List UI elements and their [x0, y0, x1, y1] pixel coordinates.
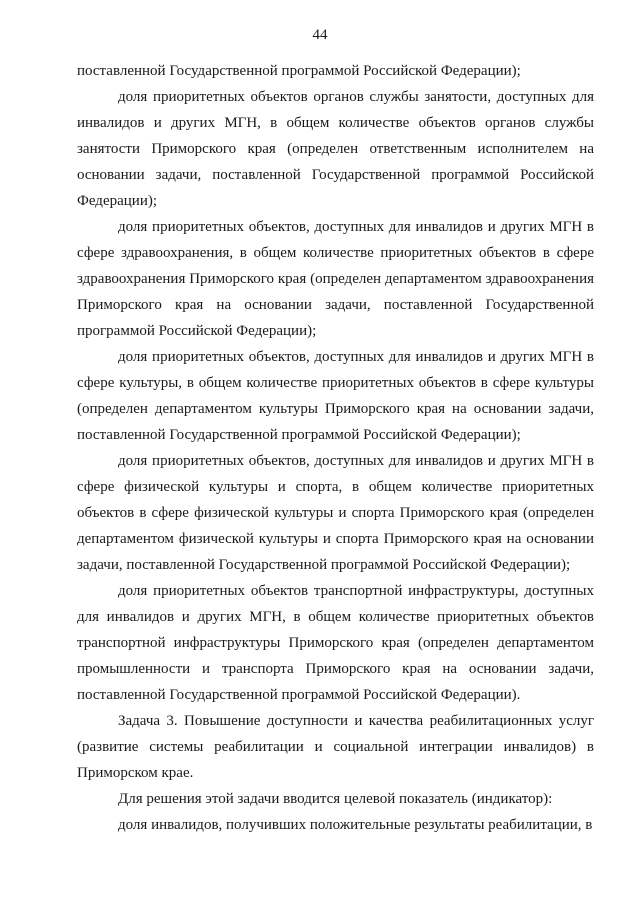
- page-number: 44: [312, 27, 328, 43]
- paragraph-continuation: поставленной Государственной программой Российской Федерации);: [77, 63, 521, 79]
- paragraph-indicator-intro: Для решения этой задачи вводится целевой показатель (индикатор):: [118, 791, 553, 807]
- document-body: [77, 58, 594, 838]
- paragraph-healthcare: доля приоритетных объектов, доступных для инвалидов и других МГН в сфере здравоохранения, в общем количестве приоритетных объектов в сфере здравоохранения Приморского края (определен департаментом здравоохранения Приморского края на основании задачи, поставленной Государственной программой Российской Федерации);: [77, 219, 594, 339]
- paragraph-employment-service: доля приоритетных объектов органов службы занятости, доступных для инвалидов и других МГН, в общем количестве объектов органов службы занятости Приморского края (определен ответственным исполнителем на основании задачи, поставленной Государственной программой Российской Федерации);: [77, 89, 594, 209]
- paragraph-sport: доля приоритетных объектов, доступных для инвалидов и других МГН в сфере физической культуры и спорта, в общем количестве приоритетных объектов в сфере физической культуры и спорта Приморского края (определен департаментом физической культуры и спорта Приморского края на основании задачи, поставленной Государственной программой Российской Федерации);: [77, 453, 594, 573]
- paragraph-transport: доля приоритетных объектов транспортной инфраструктуры, доступных для инвалидов и других МГН, в общем количестве приоритетных объектов транспортной инфраструктуры Приморского края (определен департаментом промышленности и транспорта Приморского края на основании задачи, поставленной Государственной программой Российской Федерации).: [77, 583, 594, 703]
- paragraph-culture: доля приоритетных объектов, доступных для инвалидов и других МГН в сфере культуры, в общем количестве приоритетных объектов в сфере культуры (определен департаментом культуры Приморского края на основании задачи, поставленной Государственной программой Российской Федерации);: [77, 349, 594, 443]
- paragraph-task-3: Задача 3. Повышение доступности и качества реабилитационных услуг (развитие системы реабилитации и социальной интеграции инвалидов) в Приморском крае.: [77, 713, 594, 781]
- paragraph-indicator: доля инвалидов, получивших положительные результаты реабилитации, в: [118, 817, 593, 833]
